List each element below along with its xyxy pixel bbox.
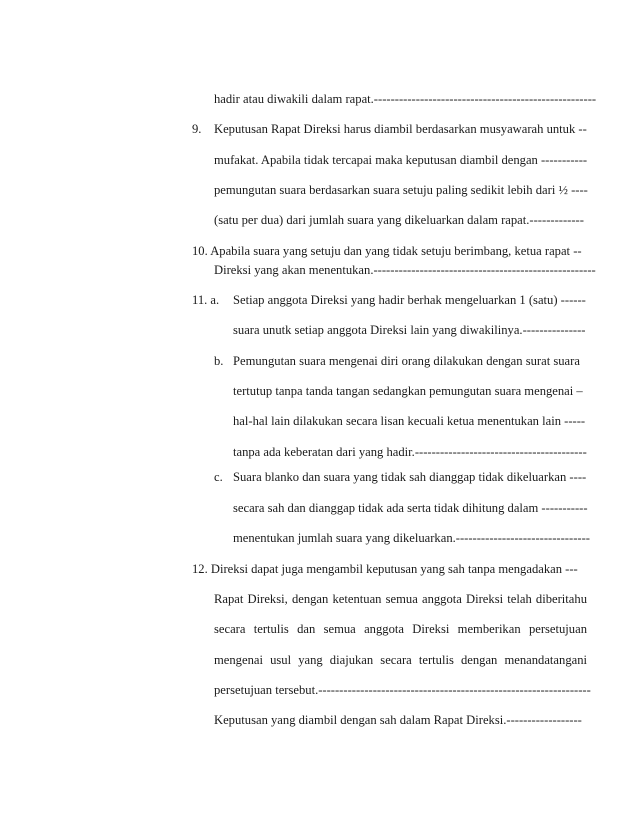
item-number-11a: 11. a. <box>192 293 220 307</box>
text-line: Setiap anggota Direksi yang hadir berhak mengeluarkan 1 (satu) ------ <box>233 293 586 307</box>
text-line: Direksi yang akan menentukan.----------------------------------------------------- <box>214 263 596 277</box>
sub-item-label-b: b. <box>214 354 224 368</box>
item-number-9: 9. <box>192 122 202 136</box>
text-line: tanpa ada keberatan dari yang hadir.----------------------------------------- <box>233 445 587 459</box>
text-line: Suara blanko dan suara yang tidak sah dianggap tidak dikeluarkan ---- <box>233 470 587 484</box>
text-line: Pemungutan suara mengenai diri orang dilakukan dengan surat suara <box>233 354 580 368</box>
text-line: Rapat Direksi, dengan ketentuan semua anggota Direksi telah diberitahu <box>214 592 587 606</box>
text-line: (satu per dua) dari jumlah suara yang dikeluarkan dalam rapat.------------- <box>214 213 584 227</box>
text-line: secara sah dan dianggap tidak ada serta tidak dihitung dalam ----------- <box>233 501 588 515</box>
text-line: tertutup tanpa tanda tangan sedangkan pemungutan suara mengenai – <box>233 384 583 398</box>
text-line: persetujuan tersebut.----------------------------------------------------------------- <box>214 683 591 697</box>
text-line: suara unutk setiap anggota Direksi lain yang diwakilinya.--------------- <box>233 323 586 337</box>
text-line: hadir atau diwakili dalam rapat.----------------------------------------------------- <box>214 92 597 106</box>
sub-item-label-c: c. <box>214 470 223 484</box>
text-line: hal-hal lain dilakukan secara lisan kecuali ketua menentukan lain ----- <box>233 414 586 428</box>
text-line: pemungutan suara berdasarkan suara setuju paling sedikit lebih dari ½ ---- <box>214 183 588 197</box>
text-line: secara tertulis dan semua anggota Direksi memberikan persetujuan <box>214 622 587 636</box>
item-12-line: 12. Direksi dapat juga mengambil keputusan yang sah tanpa mengadakan --- <box>192 562 578 576</box>
text-line: Keputusan Rapat Direksi harus diambil berdasarkan musyawarah untuk -- <box>214 122 587 136</box>
text-line: menentukan jumlah suara yang dikeluarkan.-------------------------------- <box>233 531 590 545</box>
item-10-line: 10. Apabila suara yang setuju dan yang tidak setuju berimbang, ketua rapat -- <box>192 244 582 258</box>
text-line: mengenai usul yang diajukan secara tertulis dengan menandatangani <box>214 653 587 667</box>
text-line: mufakat. Apabila tidak tercapai maka keputusan diambil dengan ----------- <box>214 153 588 167</box>
text-line: Keputusan yang diambil dengan sah dalam Rapat Direksi.------------------ <box>214 713 582 727</box>
